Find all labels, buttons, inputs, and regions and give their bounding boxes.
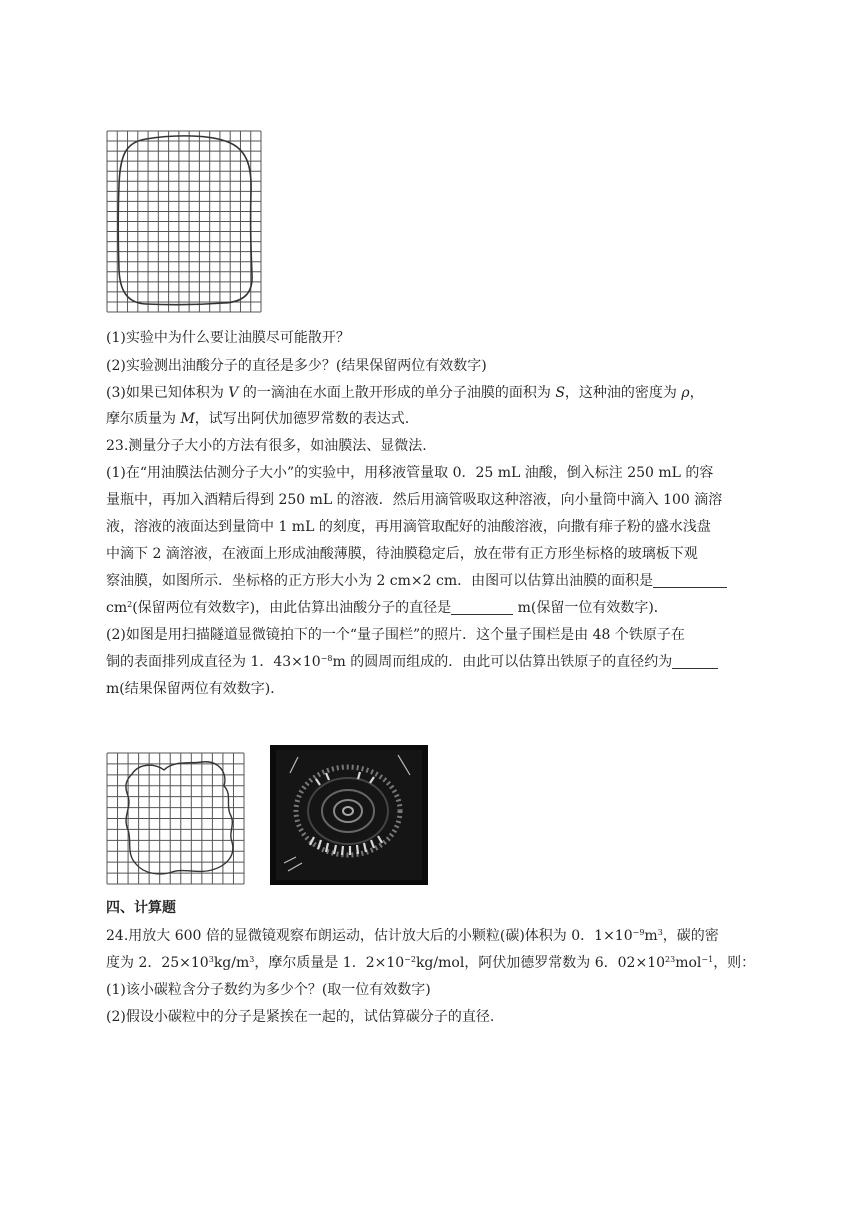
- question-23-part-1-line-1: (1)在“用油膜法估测分子大小”的实验中，用移液管量取 0．25 mL 油酸，倒入标注 250 mL 的容: [106, 465, 714, 481]
- question-22-part-2: (2)实验测出油酸分子的直径是多少？(结果保留两位有效数字): [106, 358, 487, 374]
- answer-blank-diameter[interactable]: [451, 600, 513, 615]
- section-heading-calculation: 四、计算题: [106, 900, 176, 916]
- oil-film-grid-figure-2: [106, 752, 245, 885]
- question-24-line-1: 24.用放大 600 倍的显微镜观察布朗运动，估计放大后的小颗粒(碳)体积为 0．$1\times 10^{-9}m^3$，碳的密: [106, 928, 719, 944]
- answer-blank-area[interactable]: [653, 573, 727, 588]
- question-23-part-1-line-5: 察油膜，如图所示．坐标格的正方形大小为 2 cm×2 cm．由图可以估算出油膜的面积是: [106, 571, 727, 591]
- question-23-part-1-line-2: 量瓶中，再加入酒精后得到 250 mL 的溶液．然后用滴管吸取这种溶液，向小量筒中滴入 100 滴溶: [106, 492, 723, 508]
- question-22-part-3-line-2: 摩尔质量为 M，试写出阿伏加德罗常数的表达式.: [106, 411, 410, 427]
- answer-blank-iron-diameter[interactable]: [672, 654, 718, 669]
- question-23-part-2-line-1: (2)如图是用扫描隧道显微镜拍下的一个“量子围栏”的照片．这个量子围栏是由 48 个铁原子在: [106, 627, 685, 643]
- question-24-line-2: 度为 2．$25\times 10^3kg/m^3$，摩尔质量是 1．$2\times 10^{-2}kg$/mol，阿伏加德罗常数为 6．$02\times 10^{23}mol^{-1}$，则：: [106, 955, 756, 971]
- question-24-part-2: (2)假设小碳粒中的分子是紧挨在一起的，试估算碳分子的直径.: [106, 1009, 495, 1025]
- question-23-stem: 23.测量分子大小的方法有很多，如油膜法、显微法.: [106, 438, 427, 454]
- question-24-part-1: (1)该小碳粒含分子数约为多少个？(取一位有效数字): [106, 982, 431, 998]
- question-22-part-1: (1)实验中为什么要让油膜尽可能散开？: [106, 330, 350, 346]
- oil-film-outline-2: [126, 762, 233, 874]
- question-23-part-1-line-3: 液，溶液的液面达到量筒中 1 mL 的刻度，再用滴管取配好的油酸溶液，向撒有痱子粉的盛水浅盘: [106, 519, 711, 535]
- question-23-part-2-line-3: m(结果保留两位有效数字)．: [106, 681, 285, 697]
- question-23-part-2-line-2: 铜的表面排列成直径为 1．$43\times 10^{-8}m$ 的圆周而组成的．由此可以估算出铁原子的直径约为: [106, 652, 718, 672]
- question-22-part-3-line-1: (3)如果已知体积为 V 的一滴油在水面上散开形成的单分子油膜的面积为 S，这种油的密度为 ρ，: [106, 385, 704, 401]
- question-23-part-1-line-4: 中滴下 2 滴溶液，在液面上形成油酸薄膜，待油膜稳定后，放在带有正方形坐标格的玻璃板下观: [106, 546, 698, 562]
- question-23-part-1-line-6: $cm^2$(保留两位有效数字)，由此估算出油酸分子的直径是 m(保留一位有效数字)．: [106, 600, 668, 616]
- oil-film-grid-figure-1: [106, 130, 262, 313]
- quantum-corral-photo: [270, 745, 428, 885]
